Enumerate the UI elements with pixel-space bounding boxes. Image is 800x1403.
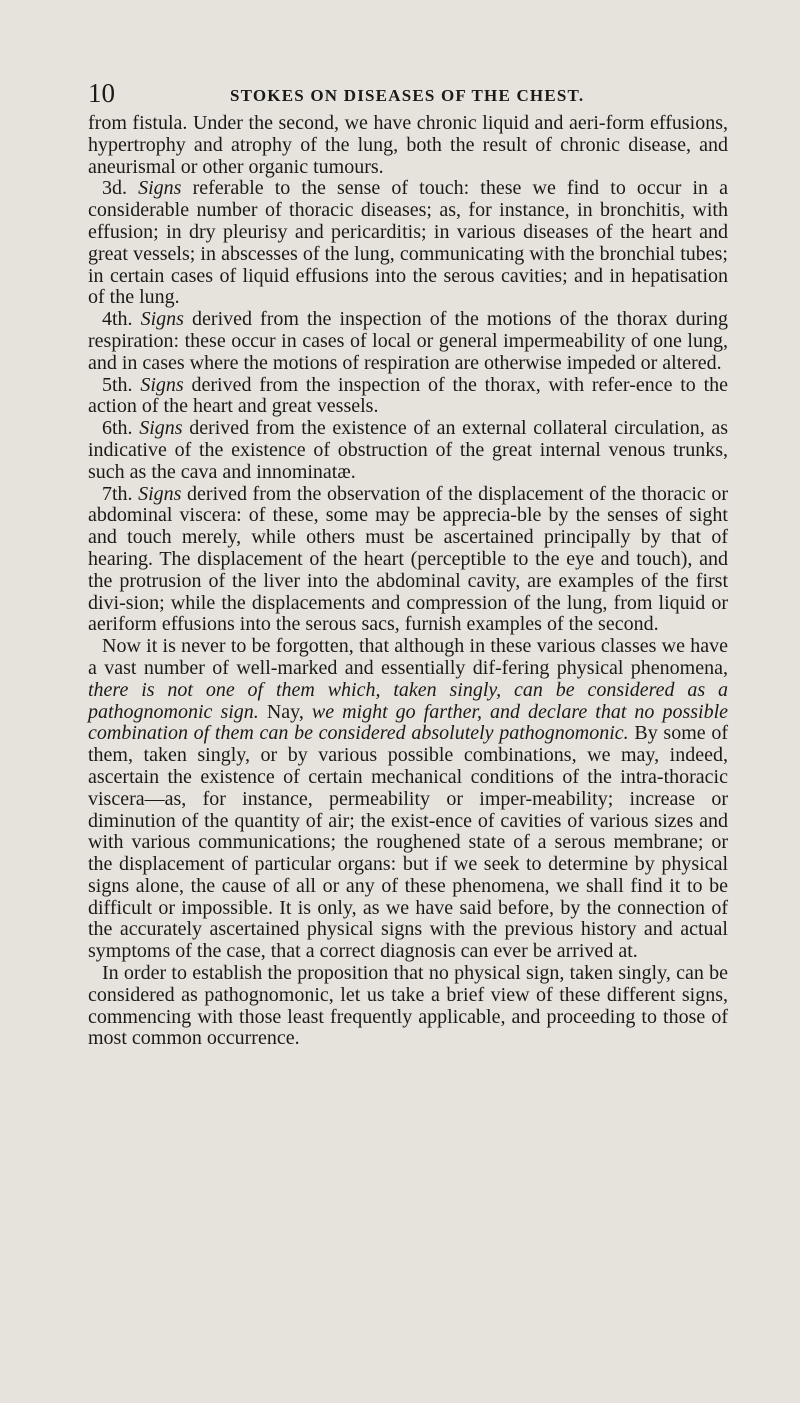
- emphasis-text: we might go farther, and declare that no possible combination of them can be considered absolutely pathognomonic.: [88, 700, 728, 745]
- signs-term: Signs: [138, 482, 182, 505]
- item-number: 5th.: [102, 373, 133, 396]
- paragraph-conclusion: [88, 963, 728, 1050]
- paragraph-text: Nay,: [266, 700, 304, 723]
- emphasis-text: there is not one of them which, taken singly, can be considered as a pathognomonic sign.: [88, 678, 728, 723]
- item-number: 4th.: [102, 308, 133, 331]
- paragraph-pathognomonic: [88, 636, 728, 963]
- paragraph-signs-4th: [88, 309, 728, 374]
- paragraph-text: Now it is never to be forgotten, that although in these various classes we have a vast number of well-marked and essentially dif-fering physical phenomena,: [88, 635, 728, 679]
- signs-term: Signs: [140, 373, 184, 396]
- paragraph-text: derived from the existence of an external collateral circulation, as indicative of the existence of obstruction of the great internal venous trunks, such as the cava and innominatæ.: [88, 417, 729, 483]
- body-text: [88, 113, 728, 1050]
- paragraph-signs-3d: [88, 178, 728, 309]
- paragraph-signs-5th: [88, 375, 728, 419]
- paragraph-text: By some of them, taken singly, or by various possible combinations, we may, indeed, ascertain the existence of certain mechanical conditions of the intra-thoracic viscera—as, for instance, permeability or imper-meability; increase or diminution of the quantity of air; the exist-ence of cavities of various sizes and with various communications; the roughened state of a serous membrane; or the displacement of particular organs: but if we seek to determine by physical signs alone, the cause of all or any of these phenomena, we shall find it to be difficult or impossible. It is only, as we have said before, by the connection of the accurately ascertained physical signs with the previous history and actual symptoms of the case, that a correct diagnosis can ever be arrived at.: [88, 722, 728, 963]
- item-number: 3d.: [102, 177, 127, 200]
- paragraph-text: In order to establish the proposition that no physical sign, taken singly, can be considered as pathognomonic, let us take a brief view of these different signs, commencing with those least frequently applicable, and proceeding to those of most common occurrence.: [88, 962, 728, 1050]
- paragraph-text: derived from the inspection of the thorax, with refer-ence to the action of the heart and great vessels.: [88, 373, 729, 418]
- signs-term: Signs: [140, 308, 184, 331]
- paragraph-signs-6th: [88, 418, 728, 483]
- paragraph-1: [88, 113, 728, 178]
- running-head: STOKES ON DISEASES OF THE CHEST.: [230, 86, 585, 105]
- signs-term: Signs: [139, 417, 183, 440]
- paragraph-text: from fistula. Under the second, we have chronic liquid and aeri-form effusions, hypertrophy and atrophy of the lung, both the result of chronic disease, and aneurismal or other organic tumours.: [88, 112, 728, 178]
- paragraph-text: derived from the observation of the displacement of the thoracic or abdominal viscera: of these, some may be apprecia-ble by the senses of sight and touch merely, while others must be ascertained principally by that of hearing. The displacement of the heart (perceptible to the eye and touch), and the protrusion of the liver into the abdominal cavity, are examples of the first divi-sion; while the displacements and compression of the lung, from liquid or aeriform effusions into the serous sacs, furnish examples of the second.: [88, 482, 728, 636]
- item-number: 7th.: [102, 482, 133, 505]
- page-number: 10: [88, 78, 115, 108]
- item-number: 6th.: [102, 417, 133, 440]
- paragraph-text: referable to the sense of touch: these we find to occur in a considerable number of thoracic diseases; as, for instance, in bronchitis, with effusion; in dry pleurisy and pericarditis; in various diseases of the heart and great vessels; in abscesses of the lung, communicating with the bronchial tubes; in certain cases of liquid effusions into the serous cavities; and in hepatisation of the lung.: [88, 177, 729, 309]
- paragraph-text: derived from the inspection of the motions of the thorax during respiration: these occur in cases of local or general impermeability of one lung, and in cases where the motions of respiration are otherwise impeded or altered.: [88, 308, 729, 374]
- page-header: [88, 78, 748, 108]
- signs-term: Signs: [138, 177, 182, 200]
- paragraph-signs-7th: [88, 484, 728, 637]
